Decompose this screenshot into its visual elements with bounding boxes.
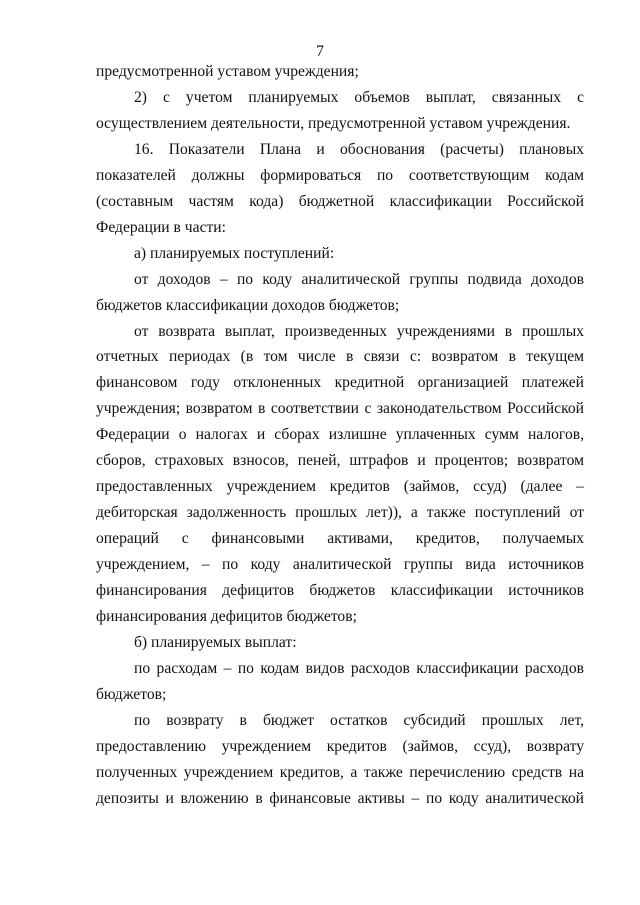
document-body: [96, 59, 584, 812]
paragraph-subitem-b: б) планируемых выплат:: [134, 633, 297, 651]
paragraph-income: от доходов – по коду аналитической группы подвида доходов бюджетов классификации доходов бюджетов;: [96, 270, 584, 314]
paragraph-expenses: по расходам – по кодам видов расходов классификации расходов бюджетов;: [96, 659, 584, 703]
paragraph-continuation: предусмотренной уставом учреждения;: [96, 63, 359, 80]
paragraph-refunds: от возврата выплат, произведенных учреждениями в прошлых отчетных периодах (в том числе в связи с: возвратом в текущем финансовом году отклоненных кредитной организацией платежей учреждения; возвратом в соответствии с законодательством Российской Федерации о налогах и сборах излишне уплаченных сумм налогов, сборов, страховых взносов, пеней, штрафов и процентов; возвратом предоставленных учреждением кредитов (займов, ссуд) (далее – дебиторская задолженность прошлых лет)), а также поступлений от операций с финансовыми активами, кредитов, получаемых учреждением, – по коду аналитической группы вида источников финансирования дефицитов бюджетов классификации источников финансирования дефицитов бюджетов;: [96, 322, 584, 626]
paragraph-return-to-budget: по возврату в бюджет остатков субсидий прошлых лет, предоставлению учреждением кредитов (займов, ссуд), возврату полученных учреждением кредитов, а также перечислению средств на депозиты и вложению в финансовые активы – по коду аналитической: [96, 711, 584, 807]
paragraph-section-16: 16. Показатели Плана и обоснования (расчеты) плановых показателей должны формироваться по соответствующим кодам (составным частям кода) бюджетной классификации Российской Федерации в части:: [96, 140, 584, 236]
paragraph-subitem-a: а) планируемых поступлений:: [134, 244, 335, 262]
paragraph-item-2: 2) с учетом планируемых объемов выплат, связанных с осуществлением деятельности, предусмотренной уставом учреждения.: [96, 88, 584, 132]
page-number: 7: [316, 43, 324, 60]
